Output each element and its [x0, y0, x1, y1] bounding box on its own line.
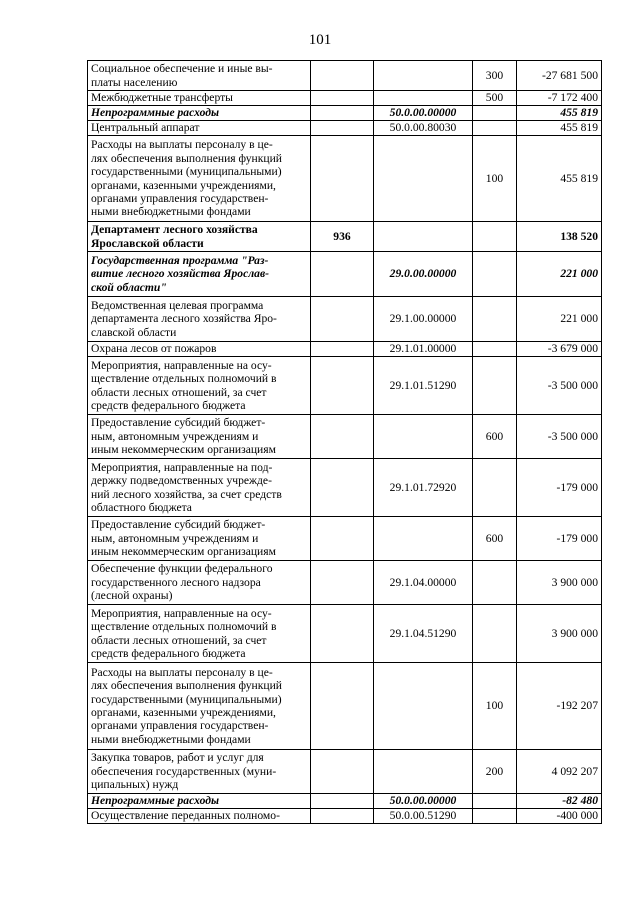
- row-amount-cell: -27 681 500: [517, 61, 602, 91]
- row-amount-cell: -400 000: [517, 809, 602, 824]
- row-department-code-cell: [311, 663, 374, 750]
- row-amount-cell: 4 092 207: [517, 750, 602, 794]
- row-amount-cell: 455 819: [517, 136, 602, 222]
- row-expense-kind-cell: [473, 252, 517, 297]
- row-expense-kind-cell: [473, 809, 517, 824]
- row-amount-cell: 221 000: [517, 297, 602, 342]
- row-name-cell: Предоставление субсидий бюджет- ным, автономным учреждениям и иным некоммерческим организациям: [88, 415, 311, 459]
- row-amount-cell: 221 000: [517, 252, 602, 297]
- row-target-code-cell: 29.1.01.51290: [374, 357, 473, 415]
- table-row: [88, 561, 602, 605]
- row-department-code-cell: [311, 121, 374, 136]
- row-target-code-cell: [374, 750, 473, 794]
- row-name-cell: Непрограммные расходы: [88, 106, 311, 121]
- row-name-cell: Центральный аппарат: [88, 121, 311, 136]
- page-number: 101: [308, 32, 332, 48]
- row-amount-cell: -179 000: [517, 459, 602, 517]
- row-name-cell: Государственная программа "Раз- витие лесного хозяйства Ярослав- ской области": [88, 252, 311, 297]
- row-target-code-cell: 50.0.00.51290: [374, 809, 473, 824]
- row-name-cell: Мероприятия, направленные на осу- ществление отдельных полномочий в области лесных отношений, за счет средств федерального бюджета: [88, 605, 311, 663]
- table-row: [88, 136, 602, 222]
- row-target-code-cell: [374, 517, 473, 561]
- row-amount-cell: -7 172 400: [517, 91, 602, 106]
- row-amount-cell: 455 819: [517, 106, 602, 121]
- row-department-code-cell: [311, 415, 374, 459]
- row-department-code-cell: [311, 357, 374, 415]
- row-amount-cell: 138 520: [517, 222, 602, 252]
- row-expense-kind-cell: 600: [473, 415, 517, 459]
- row-target-code-cell: 50.0.00.80030: [374, 121, 473, 136]
- table-row: [88, 297, 602, 342]
- row-department-code-cell: [311, 750, 374, 794]
- row-amount-cell: 3 900 000: [517, 605, 602, 663]
- row-department-code-cell: [311, 342, 374, 357]
- row-amount-cell: 455 819: [517, 121, 602, 136]
- budget-table-body: [88, 61, 602, 824]
- row-expense-kind-cell: 100: [473, 663, 517, 750]
- row-department-code-cell: [311, 605, 374, 663]
- row-department-code-cell: [311, 297, 374, 342]
- row-amount-cell: 3 900 000: [517, 561, 602, 605]
- row-name-cell: Ведомственная целевая программа департамента лесного хозяйства Яро- славской области: [88, 297, 311, 342]
- row-name-cell: Непрограммные расходы: [88, 794, 311, 809]
- row-expense-kind-cell: [473, 297, 517, 342]
- table-row: [88, 357, 602, 415]
- row-target-code-cell: 29.0.00.00000: [374, 252, 473, 297]
- row-name-cell: Департамент лесного хозяйства Ярославской области: [88, 222, 311, 252]
- row-expense-kind-cell: [473, 222, 517, 252]
- row-target-code-cell: [374, 222, 473, 252]
- row-target-code-cell: 50.0.00.00000: [374, 794, 473, 809]
- row-target-code-cell: 50.0.00.00000: [374, 106, 473, 121]
- row-expense-kind-cell: [473, 561, 517, 605]
- row-expense-kind-cell: 100: [473, 136, 517, 222]
- row-expense-kind-cell: [473, 794, 517, 809]
- row-name-cell: Обеспечение функции федерального государственного лесного надзора (лесной охраны): [88, 561, 311, 605]
- row-expense-kind-cell: 600: [473, 517, 517, 561]
- row-target-code-cell: 29.1.04.51290: [374, 605, 473, 663]
- row-name-cell: Межбюджетные трансферты: [88, 91, 311, 106]
- row-name-cell: Расходы на выплаты персоналу в це- лях обеспечения выполнения функций государственными (муниципальными) органами, казенными учреждениями, органами управления государствен- ными внебюджетными фондами: [88, 663, 311, 750]
- table-row: [88, 517, 602, 561]
- table-row: [88, 342, 602, 357]
- row-amount-cell: -179 000: [517, 517, 602, 561]
- table-row: [88, 106, 602, 121]
- table-row: [88, 415, 602, 459]
- row-target-code-cell: [374, 415, 473, 459]
- row-target-code-cell: 29.1.01.00000: [374, 342, 473, 357]
- row-department-code-cell: [311, 252, 374, 297]
- table-row: [88, 750, 602, 794]
- row-expense-kind-cell: 300: [473, 61, 517, 91]
- row-expense-kind-cell: [473, 459, 517, 517]
- row-expense-kind-cell: [473, 121, 517, 136]
- row-amount-cell: -3 500 000: [517, 415, 602, 459]
- row-amount-cell: -3 679 000: [517, 342, 602, 357]
- row-name-cell: Расходы на выплаты персоналу в це- лях обеспечения выполнения функций государственными (муниципальными) органами, казенными учреждениями, органами управления государствен- ными внебюджетными фондами: [88, 136, 311, 222]
- row-expense-kind-cell: 500: [473, 91, 517, 106]
- row-department-code-cell: [311, 136, 374, 222]
- table-row: [88, 794, 602, 809]
- row-target-code-cell: [374, 136, 473, 222]
- row-target-code-cell: 29.1.01.72920: [374, 459, 473, 517]
- row-target-code-cell: 29.1.04.00000: [374, 561, 473, 605]
- row-name-cell: Мероприятия, направленные на под- держку подведомственных учрежде- ний лесного хозяйства, за счет средств областного бюджета: [88, 459, 311, 517]
- row-department-code-cell: [311, 794, 374, 809]
- row-expense-kind-cell: [473, 357, 517, 415]
- table-row: [88, 121, 602, 136]
- table-row: [88, 605, 602, 663]
- row-department-code-cell: [311, 517, 374, 561]
- row-name-cell: Осуществление переданных полномо-: [88, 809, 311, 824]
- row-name-cell: Закупка товаров, работ и услуг для обеспечения государственных (муни- ципальных) нужд: [88, 750, 311, 794]
- row-department-code-cell: [311, 561, 374, 605]
- row-name-cell: Социальное обеспечение и иные вы- платы населению: [88, 61, 311, 91]
- table-row: [88, 222, 602, 252]
- budget-table: [87, 60, 602, 824]
- table-row: [88, 459, 602, 517]
- row-name-cell: Мероприятия, направленные на осу- ществление отдельных полномочий в области лесных отношений, за счет средств федерального бюджета: [88, 357, 311, 415]
- row-amount-cell: -82 480: [517, 794, 602, 809]
- row-department-code-cell: 936: [311, 222, 374, 252]
- row-name-cell: Охрана лесов от пожаров: [88, 342, 311, 357]
- row-amount-cell: -192 207: [517, 663, 602, 750]
- table-row: [88, 663, 602, 750]
- table-row: [88, 252, 602, 297]
- row-department-code-cell: [311, 61, 374, 91]
- row-department-code-cell: [311, 106, 374, 121]
- row-expense-kind-cell: 200: [473, 750, 517, 794]
- row-department-code-cell: [311, 809, 374, 824]
- row-expense-kind-cell: [473, 106, 517, 121]
- row-department-code-cell: [311, 459, 374, 517]
- row-expense-kind-cell: [473, 605, 517, 663]
- row-department-code-cell: [311, 91, 374, 106]
- row-amount-cell: -3 500 000: [517, 357, 602, 415]
- row-expense-kind-cell: [473, 342, 517, 357]
- table-row: [88, 61, 602, 91]
- table-row: [88, 809, 602, 824]
- row-target-code-cell: [374, 61, 473, 91]
- row-target-code-cell: [374, 91, 473, 106]
- row-target-code-cell: 29.1.00.00000: [374, 297, 473, 342]
- row-name-cell: Предоставление субсидий бюджет- ным, автономным учреждениям и иным некоммерческим организациям: [88, 517, 311, 561]
- table-row: [88, 91, 602, 106]
- row-target-code-cell: [374, 663, 473, 750]
